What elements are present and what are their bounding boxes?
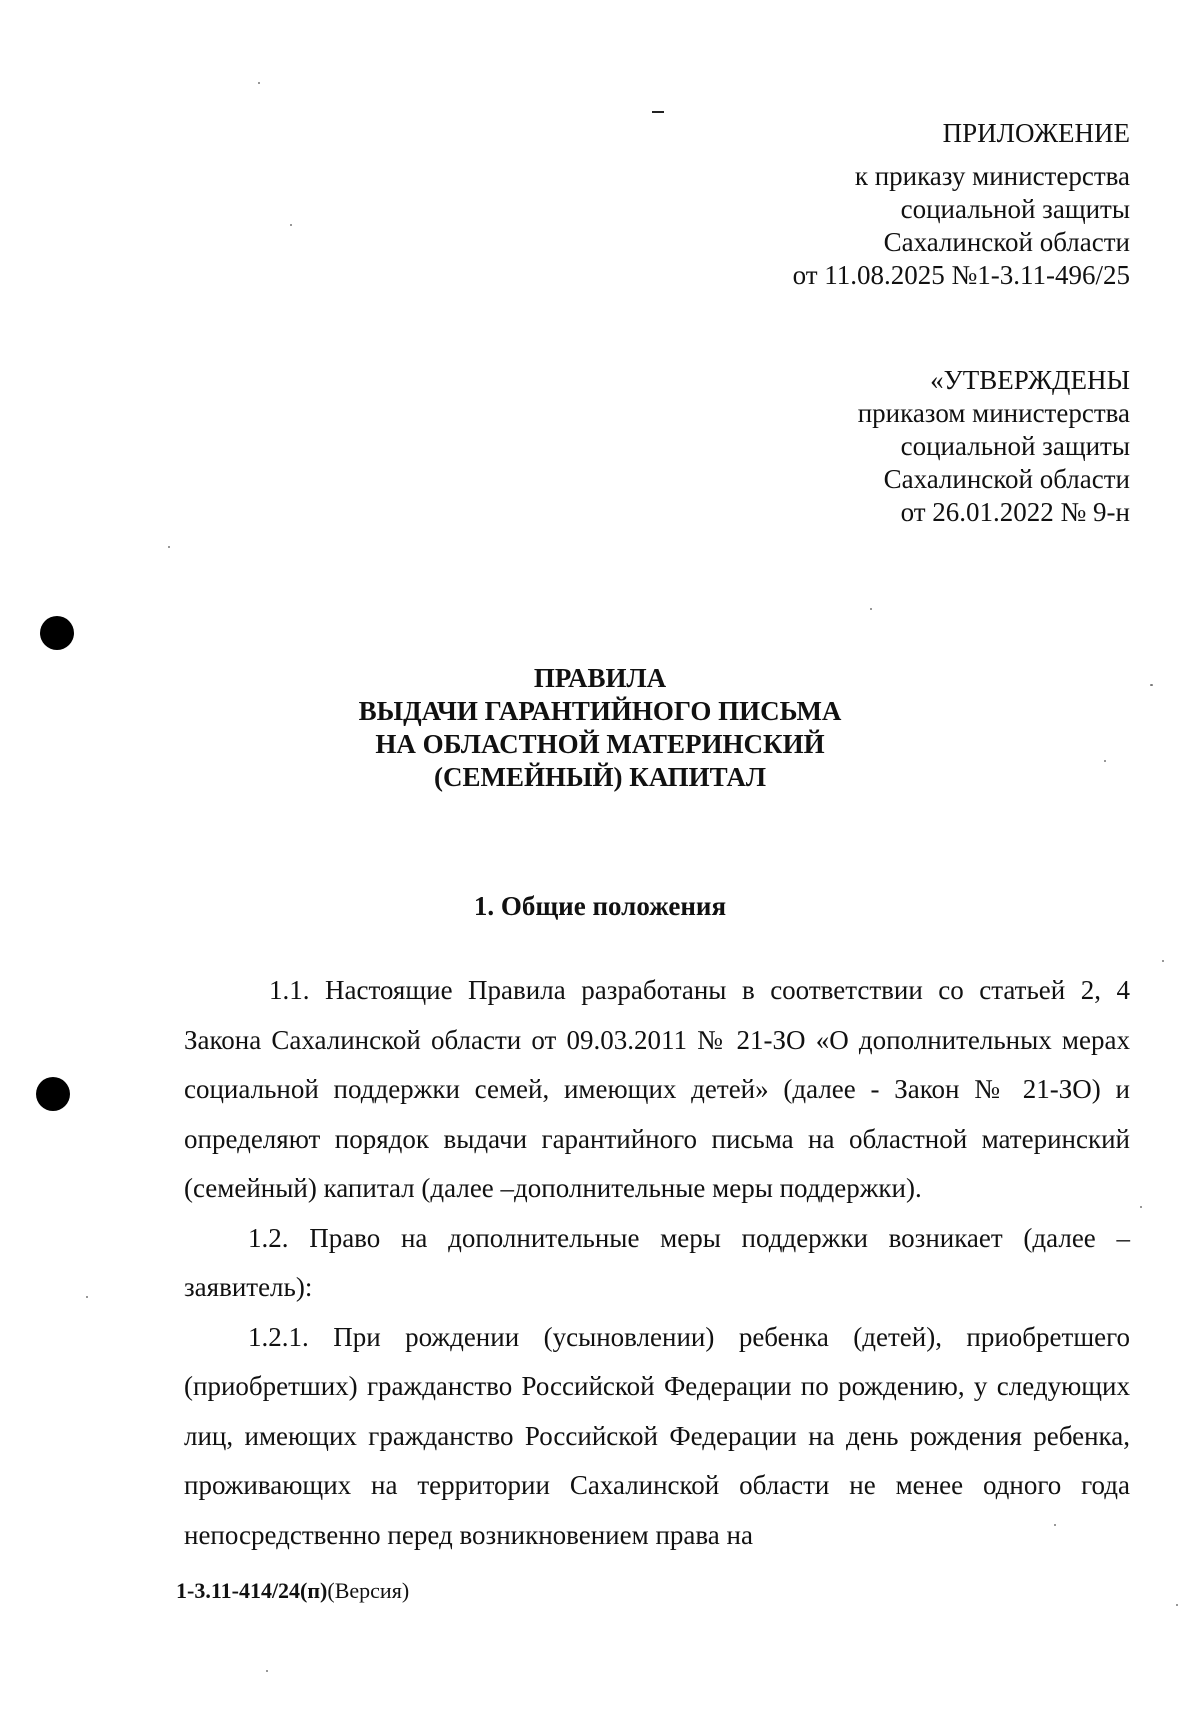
document-title-line: НА ОБЛАСТНОЙ МАТЕРИНСКИЙ <box>375 729 825 759</box>
approved-line: приказом министерства <box>857 398 1130 428</box>
scan-speck <box>266 1670 268 1672</box>
punch-hole-top <box>40 616 74 650</box>
paragraph-1-2: 1.2. Право на дополнительные меры поддержки возникает (далее – заявитель): <box>184 1222 1130 1302</box>
approved-order-date-number: от 26.01.2022 № 9-н <box>900 497 1130 527</box>
scan-speck <box>1162 960 1164 962</box>
footer-ref-number: 1-3.11-414/24(п) <box>176 1578 328 1603</box>
scan-speck <box>870 608 872 610</box>
document-title <box>0 662 1200 794</box>
appendix-title: ПРИЛОЖЕНИЕ <box>942 118 1130 148</box>
scan-speck <box>258 82 260 84</box>
section-heading: 1. Общие положения <box>473 891 727 921</box>
approved-block <box>858 364 1130 529</box>
paragraph-1-2-1: 1.2.1. При рождении (усыновлении) ребенка (детей), приобретшего (приобретших) гражданство Российской Федерации по рождению, у следующих лиц, имеющих гражданство Российской Федерации на день рождения ребенка, проживающих на территории Сахалинской области не менее одного года непосредственно перед возникновением права на <box>184 1321 1130 1550</box>
document-title-line: ПРАВИЛА <box>533 663 667 693</box>
scan-mark <box>652 111 664 113</box>
scan-speck <box>168 546 170 548</box>
appendix-line: Сахалинской области <box>883 227 1130 257</box>
paragraph-1-1: 1.1. Настоящие Правила разработаны в соответствии со статьей 2, 4 Закона Сахалинской области от 09.03.2011 № 21-ЗО «О дополнительных мерах социальной поддержки семей, имеющих детей» (далее - Закон № 21-ЗО) и определяют порядок выдачи гарантийного письма на областной материнский (семейный) капитал (далее –дополнительные меры поддержки). <box>184 975 1130 1203</box>
appendix-block <box>793 117 1130 292</box>
section-body <box>184 966 1130 1560</box>
document-title-line: (СЕМЕЙНЫЙ) КАПИТАЛ <box>434 762 766 792</box>
approved-line: Сахалинской области <box>883 464 1130 494</box>
approved-title: «УТВЕРЖДЕНЫ <box>930 365 1130 395</box>
scan-speck <box>290 224 292 226</box>
appendix-line: социальной защиты <box>900 194 1130 224</box>
punch-hole-bottom <box>36 1077 70 1111</box>
scan-speck <box>1140 1206 1142 1208</box>
appendix-order-date-number: от 11.08.2025 №1-3.11-496/25 <box>792 260 1130 290</box>
footer-version-label: (Версия) <box>327 1578 410 1603</box>
appendix-line: к приказу министерства <box>854 161 1130 191</box>
footer-reference <box>176 1577 409 1605</box>
scan-speck <box>86 1296 88 1298</box>
scan-speck <box>1176 1604 1178 1606</box>
document-title-line: ВЫДАЧИ ГАРАНТИЙНОГО ПИСЬМА <box>358 696 842 726</box>
approved-line: социальной защиты <box>900 431 1130 461</box>
